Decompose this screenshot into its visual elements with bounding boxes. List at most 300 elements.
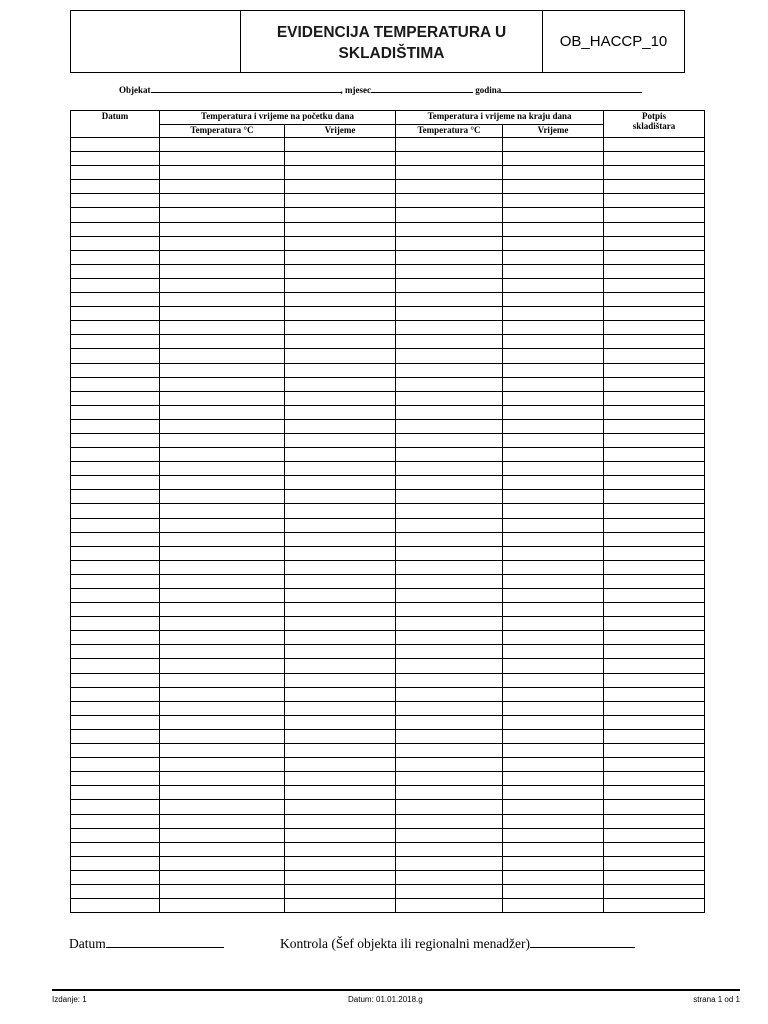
cell-date[interactable]: [71, 772, 160, 786]
cell-signature[interactable]: [604, 222, 705, 236]
cell-start-temperature[interactable]: [160, 138, 285, 152]
cell-signature[interactable]: [604, 264, 705, 278]
cell-date[interactable]: [71, 490, 160, 504]
cell-start-time[interactable]: [285, 772, 396, 786]
cell-end-time[interactable]: [503, 800, 604, 814]
cell-date[interactable]: [71, 786, 160, 800]
cell-end-temperature[interactable]: [396, 814, 503, 828]
cell-start-time[interactable]: [285, 574, 396, 588]
cell-end-temperature[interactable]: [396, 180, 503, 194]
cell-signature[interactable]: [604, 490, 705, 504]
cell-start-temperature[interactable]: [160, 715, 285, 729]
cell-signature[interactable]: [604, 828, 705, 842]
cell-date[interactable]: [71, 363, 160, 377]
cell-date[interactable]: [71, 419, 160, 433]
cell-signature[interactable]: [604, 307, 705, 321]
cell-signature[interactable]: [604, 138, 705, 152]
cell-signature[interactable]: [604, 758, 705, 772]
cell-end-time[interactable]: [503, 307, 604, 321]
cell-start-time[interactable]: [285, 180, 396, 194]
cell-start-time[interactable]: [285, 433, 396, 447]
cell-start-temperature[interactable]: [160, 321, 285, 335]
cell-end-temperature[interactable]: [396, 166, 503, 180]
cell-start-temperature[interactable]: [160, 504, 285, 518]
cell-start-time[interactable]: [285, 264, 396, 278]
cell-date[interactable]: [71, 264, 160, 278]
cell-start-time[interactable]: [285, 631, 396, 645]
cell-end-time[interactable]: [503, 574, 604, 588]
cell-signature[interactable]: [604, 772, 705, 786]
cell-date[interactable]: [71, 448, 160, 462]
cell-end-temperature[interactable]: [396, 603, 503, 617]
cell-date[interactable]: [71, 715, 160, 729]
cell-start-time[interactable]: [285, 152, 396, 166]
cell-end-time[interactable]: [503, 208, 604, 222]
cell-start-temperature[interactable]: [160, 673, 285, 687]
cell-end-temperature[interactable]: [396, 842, 503, 856]
cell-date[interactable]: [71, 152, 160, 166]
cell-signature[interactable]: [604, 532, 705, 546]
cell-start-temperature[interactable]: [160, 631, 285, 645]
cell-signature[interactable]: [604, 208, 705, 222]
cell-end-time[interactable]: [503, 335, 604, 349]
cell-date[interactable]: [71, 701, 160, 715]
cell-signature[interactable]: [604, 589, 705, 603]
cell-start-time[interactable]: [285, 222, 396, 236]
cell-start-time[interactable]: [285, 349, 396, 363]
signature-control-field[interactable]: [530, 934, 635, 948]
cell-start-temperature[interactable]: [160, 814, 285, 828]
cell-date[interactable]: [71, 828, 160, 842]
cell-signature[interactable]: [604, 617, 705, 631]
cell-start-time[interactable]: [285, 476, 396, 490]
cell-start-temperature[interactable]: [160, 744, 285, 758]
cell-start-temperature[interactable]: [160, 603, 285, 617]
cell-start-time[interactable]: [285, 278, 396, 292]
cell-end-temperature[interactable]: [396, 744, 503, 758]
cell-signature[interactable]: [604, 603, 705, 617]
cell-date[interactable]: [71, 405, 160, 419]
cell-signature[interactable]: [604, 180, 705, 194]
cell-start-time[interactable]: [285, 899, 396, 913]
cell-end-temperature[interactable]: [396, 800, 503, 814]
cell-start-time[interactable]: [285, 448, 396, 462]
cell-date[interactable]: [71, 842, 160, 856]
cell-end-time[interactable]: [503, 673, 604, 687]
cell-end-temperature[interactable]: [396, 222, 503, 236]
cell-end-time[interactable]: [503, 560, 604, 574]
cell-end-time[interactable]: [503, 419, 604, 433]
cell-signature[interactable]: [604, 842, 705, 856]
cell-end-time[interactable]: [503, 293, 604, 307]
cell-end-temperature[interactable]: [396, 462, 503, 476]
cell-signature[interactable]: [604, 856, 705, 870]
cell-signature[interactable]: [604, 701, 705, 715]
cell-end-time[interactable]: [503, 138, 604, 152]
cell-end-temperature[interactable]: [396, 870, 503, 884]
cell-date[interactable]: [71, 800, 160, 814]
cell-end-time[interactable]: [503, 236, 604, 250]
cell-end-time[interactable]: [503, 433, 604, 447]
cell-end-time[interactable]: [503, 264, 604, 278]
cell-end-temperature[interactable]: [396, 293, 503, 307]
cell-date[interactable]: [71, 349, 160, 363]
cell-end-temperature[interactable]: [396, 786, 503, 800]
cell-signature[interactable]: [604, 560, 705, 574]
cell-date[interactable]: [71, 659, 160, 673]
cell-end-temperature[interactable]: [396, 152, 503, 166]
cell-end-time[interactable]: [503, 687, 604, 701]
cell-start-temperature[interactable]: [160, 800, 285, 814]
cell-start-temperature[interactable]: [160, 828, 285, 842]
cell-date[interactable]: [71, 899, 160, 913]
cell-end-temperature[interactable]: [396, 687, 503, 701]
cell-start-time[interactable]: [285, 701, 396, 715]
cell-signature[interactable]: [604, 518, 705, 532]
cell-start-time[interactable]: [285, 518, 396, 532]
cell-signature[interactable]: [604, 884, 705, 898]
cell-end-temperature[interactable]: [396, 433, 503, 447]
cell-end-temperature[interactable]: [396, 617, 503, 631]
cell-start-temperature[interactable]: [160, 772, 285, 786]
cell-date[interactable]: [71, 377, 160, 391]
cell-date[interactable]: [71, 631, 160, 645]
cell-start-temperature[interactable]: [160, 758, 285, 772]
cell-start-temperature[interactable]: [160, 152, 285, 166]
cell-signature[interactable]: [604, 321, 705, 335]
cell-end-temperature[interactable]: [396, 589, 503, 603]
cell-start-time[interactable]: [285, 603, 396, 617]
cell-end-time[interactable]: [503, 715, 604, 729]
cell-end-temperature[interactable]: [396, 518, 503, 532]
cell-signature[interactable]: [604, 236, 705, 250]
cell-start-temperature[interactable]: [160, 335, 285, 349]
cell-end-time[interactable]: [503, 194, 604, 208]
cell-start-time[interactable]: [285, 250, 396, 264]
cell-end-temperature[interactable]: [396, 758, 503, 772]
cell-end-time[interactable]: [503, 884, 604, 898]
cell-date[interactable]: [71, 208, 160, 222]
cell-start-temperature[interactable]: [160, 278, 285, 292]
cell-start-time[interactable]: [285, 405, 396, 419]
cell-start-time[interactable]: [285, 560, 396, 574]
cell-start-time[interactable]: [285, 687, 396, 701]
cell-signature[interactable]: [604, 729, 705, 743]
cell-end-time[interactable]: [503, 166, 604, 180]
cell-end-time[interactable]: [503, 701, 604, 715]
cell-end-temperature[interactable]: [396, 631, 503, 645]
cell-end-temperature[interactable]: [396, 884, 503, 898]
cell-end-time[interactable]: [503, 729, 604, 743]
cell-start-temperature[interactable]: [160, 349, 285, 363]
cell-signature[interactable]: [604, 433, 705, 447]
cell-end-temperature[interactable]: [396, 236, 503, 250]
cell-start-time[interactable]: [285, 870, 396, 884]
cell-end-time[interactable]: [503, 786, 604, 800]
cell-start-time[interactable]: [285, 490, 396, 504]
cell-end-temperature[interactable]: [396, 673, 503, 687]
cell-start-time[interactable]: [285, 166, 396, 180]
cell-start-time[interactable]: [285, 194, 396, 208]
cell-date[interactable]: [71, 250, 160, 264]
cell-start-temperature[interactable]: [160, 166, 285, 180]
signature-date-field[interactable]: [106, 934, 224, 948]
cell-end-time[interactable]: [503, 870, 604, 884]
cell-date[interactable]: [71, 518, 160, 532]
cell-end-temperature[interactable]: [396, 856, 503, 870]
cell-start-time[interactable]: [285, 532, 396, 546]
cell-end-temperature[interactable]: [396, 208, 503, 222]
cell-start-time[interactable]: [285, 617, 396, 631]
cell-start-time[interactable]: [285, 828, 396, 842]
cell-start-temperature[interactable]: [160, 180, 285, 194]
cell-date[interactable]: [71, 645, 160, 659]
cell-end-time[interactable]: [503, 363, 604, 377]
cell-signature[interactable]: [604, 405, 705, 419]
cell-start-time[interactable]: [285, 208, 396, 222]
cell-signature[interactable]: [604, 377, 705, 391]
cell-date[interactable]: [71, 433, 160, 447]
cell-end-time[interactable]: [503, 744, 604, 758]
cell-signature[interactable]: [604, 744, 705, 758]
cell-end-temperature[interactable]: [396, 349, 503, 363]
cell-date[interactable]: [71, 687, 160, 701]
cell-signature[interactable]: [604, 462, 705, 476]
cell-end-time[interactable]: [503, 659, 604, 673]
cell-start-time[interactable]: [285, 321, 396, 335]
cell-signature[interactable]: [604, 349, 705, 363]
cell-signature[interactable]: [604, 250, 705, 264]
cell-end-temperature[interactable]: [396, 729, 503, 743]
cell-date[interactable]: [71, 293, 160, 307]
cell-start-temperature[interactable]: [160, 448, 285, 462]
cell-end-temperature[interactable]: [396, 490, 503, 504]
cell-start-temperature[interactable]: [160, 307, 285, 321]
cell-end-time[interactable]: [503, 518, 604, 532]
cell-signature[interactable]: [604, 645, 705, 659]
cell-date[interactable]: [71, 222, 160, 236]
cell-start-time[interactable]: [285, 589, 396, 603]
cell-end-time[interactable]: [503, 476, 604, 490]
cell-signature[interactable]: [604, 673, 705, 687]
cell-date[interactable]: [71, 814, 160, 828]
cell-date[interactable]: [71, 758, 160, 772]
cell-date[interactable]: [71, 138, 160, 152]
cell-date[interactable]: [71, 476, 160, 490]
cell-end-time[interactable]: [503, 842, 604, 856]
cell-start-time[interactable]: [285, 363, 396, 377]
cell-start-time[interactable]: [285, 884, 396, 898]
cell-signature[interactable]: [604, 800, 705, 814]
cell-end-time[interactable]: [503, 377, 604, 391]
cell-date[interactable]: [71, 532, 160, 546]
cell-start-temperature[interactable]: [160, 842, 285, 856]
cell-end-temperature[interactable]: [396, 321, 503, 335]
cell-date[interactable]: [71, 560, 160, 574]
cell-date[interactable]: [71, 744, 160, 758]
cell-end-temperature[interactable]: [396, 250, 503, 264]
cell-end-temperature[interactable]: [396, 828, 503, 842]
cell-end-temperature[interactable]: [396, 391, 503, 405]
cell-start-temperature[interactable]: [160, 701, 285, 715]
cell-start-time[interactable]: [285, 856, 396, 870]
cell-start-temperature[interactable]: [160, 377, 285, 391]
cell-date[interactable]: [71, 391, 160, 405]
cell-end-temperature[interactable]: [396, 278, 503, 292]
cell-end-temperature[interactable]: [396, 138, 503, 152]
cell-signature[interactable]: [604, 278, 705, 292]
cell-start-temperature[interactable]: [160, 589, 285, 603]
cell-end-temperature[interactable]: [396, 476, 503, 490]
cell-start-temperature[interactable]: [160, 687, 285, 701]
cell-start-temperature[interactable]: [160, 518, 285, 532]
cell-end-time[interactable]: [503, 758, 604, 772]
cell-date[interactable]: [71, 574, 160, 588]
cell-end-time[interactable]: [503, 462, 604, 476]
cell-start-time[interactable]: [285, 814, 396, 828]
cell-date[interactable]: [71, 729, 160, 743]
cell-start-temperature[interactable]: [160, 250, 285, 264]
cell-start-temperature[interactable]: [160, 391, 285, 405]
cell-start-temperature[interactable]: [160, 884, 285, 898]
cell-date[interactable]: [71, 180, 160, 194]
cell-end-temperature[interactable]: [396, 701, 503, 715]
cell-end-time[interactable]: [503, 546, 604, 560]
cell-start-temperature[interactable]: [160, 659, 285, 673]
cell-end-time[interactable]: [503, 603, 604, 617]
cell-signature[interactable]: [604, 715, 705, 729]
cell-signature[interactable]: [604, 391, 705, 405]
cell-start-time[interactable]: [285, 462, 396, 476]
cell-date[interactable]: [71, 884, 160, 898]
cell-end-temperature[interactable]: [396, 264, 503, 278]
cell-end-temperature[interactable]: [396, 335, 503, 349]
cell-end-time[interactable]: [503, 645, 604, 659]
cell-start-temperature[interactable]: [160, 462, 285, 476]
cell-date[interactable]: [71, 617, 160, 631]
cell-signature[interactable]: [604, 152, 705, 166]
cell-signature[interactable]: [604, 335, 705, 349]
cell-end-temperature[interactable]: [396, 307, 503, 321]
cell-end-temperature[interactable]: [396, 772, 503, 786]
cell-end-temperature[interactable]: [396, 363, 503, 377]
cell-start-time[interactable]: [285, 729, 396, 743]
cell-signature[interactable]: [604, 687, 705, 701]
cell-date[interactable]: [71, 673, 160, 687]
cell-end-time[interactable]: [503, 490, 604, 504]
cell-start-temperature[interactable]: [160, 870, 285, 884]
cell-start-time[interactable]: [285, 307, 396, 321]
cell-end-time[interactable]: [503, 899, 604, 913]
cell-date[interactable]: [71, 194, 160, 208]
cell-signature[interactable]: [604, 659, 705, 673]
cell-end-time[interactable]: [503, 828, 604, 842]
cell-date[interactable]: [71, 321, 160, 335]
cell-start-time[interactable]: [285, 504, 396, 518]
cell-signature[interactable]: [604, 899, 705, 913]
cell-end-time[interactable]: [503, 405, 604, 419]
cell-end-time[interactable]: [503, 250, 604, 264]
cell-signature[interactable]: [604, 293, 705, 307]
cell-start-temperature[interactable]: [160, 194, 285, 208]
cell-start-temperature[interactable]: [160, 532, 285, 546]
cell-start-temperature[interactable]: [160, 222, 285, 236]
cell-signature[interactable]: [604, 194, 705, 208]
cell-start-temperature[interactable]: [160, 560, 285, 574]
cell-end-temperature[interactable]: [396, 560, 503, 574]
cell-start-time[interactable]: [285, 335, 396, 349]
cell-end-time[interactable]: [503, 391, 604, 405]
cell-date[interactable]: [71, 166, 160, 180]
cell-start-time[interactable]: [285, 236, 396, 250]
cell-start-temperature[interactable]: [160, 264, 285, 278]
cell-end-temperature[interactable]: [396, 377, 503, 391]
cell-start-time[interactable]: [285, 744, 396, 758]
cell-start-temperature[interactable]: [160, 786, 285, 800]
cell-start-time[interactable]: [285, 138, 396, 152]
cell-start-temperature[interactable]: [160, 574, 285, 588]
cell-start-time[interactable]: [285, 659, 396, 673]
cell-start-temperature[interactable]: [160, 293, 285, 307]
year-field[interactable]: [501, 84, 642, 93]
cell-end-temperature[interactable]: [396, 419, 503, 433]
cell-signature[interactable]: [604, 814, 705, 828]
cell-start-time[interactable]: [285, 293, 396, 307]
month-field[interactable]: [371, 84, 473, 93]
cell-start-temperature[interactable]: [160, 208, 285, 222]
cell-start-time[interactable]: [285, 391, 396, 405]
cell-start-time[interactable]: [285, 715, 396, 729]
cell-end-temperature[interactable]: [396, 194, 503, 208]
cell-signature[interactable]: [604, 419, 705, 433]
cell-end-time[interactable]: [503, 814, 604, 828]
cell-start-temperature[interactable]: [160, 490, 285, 504]
cell-end-time[interactable]: [503, 278, 604, 292]
cell-signature[interactable]: [604, 166, 705, 180]
object-field[interactable]: [151, 84, 341, 93]
cell-end-time[interactable]: [503, 856, 604, 870]
cell-end-time[interactable]: [503, 772, 604, 786]
cell-end-temperature[interactable]: [396, 574, 503, 588]
cell-start-temperature[interactable]: [160, 645, 285, 659]
cell-end-temperature[interactable]: [396, 546, 503, 560]
cell-end-time[interactable]: [503, 349, 604, 363]
cell-end-temperature[interactable]: [396, 448, 503, 462]
cell-signature[interactable]: [604, 574, 705, 588]
cell-end-temperature[interactable]: [396, 715, 503, 729]
cell-end-time[interactable]: [503, 222, 604, 236]
cell-end-time[interactable]: [503, 152, 604, 166]
cell-signature[interactable]: [604, 448, 705, 462]
cell-end-temperature[interactable]: [396, 899, 503, 913]
cell-signature[interactable]: [604, 631, 705, 645]
cell-end-time[interactable]: [503, 532, 604, 546]
cell-signature[interactable]: [604, 363, 705, 377]
cell-start-temperature[interactable]: [160, 433, 285, 447]
cell-start-temperature[interactable]: [160, 236, 285, 250]
cell-end-time[interactable]: [503, 589, 604, 603]
cell-start-time[interactable]: [285, 645, 396, 659]
cell-date[interactable]: [71, 603, 160, 617]
cell-end-temperature[interactable]: [396, 532, 503, 546]
cell-end-temperature[interactable]: [396, 659, 503, 673]
cell-end-time[interactable]: [503, 448, 604, 462]
cell-start-temperature[interactable]: [160, 729, 285, 743]
cell-date[interactable]: [71, 870, 160, 884]
cell-start-temperature[interactable]: [160, 856, 285, 870]
cell-start-temperature[interactable]: [160, 546, 285, 560]
cell-end-temperature[interactable]: [396, 504, 503, 518]
